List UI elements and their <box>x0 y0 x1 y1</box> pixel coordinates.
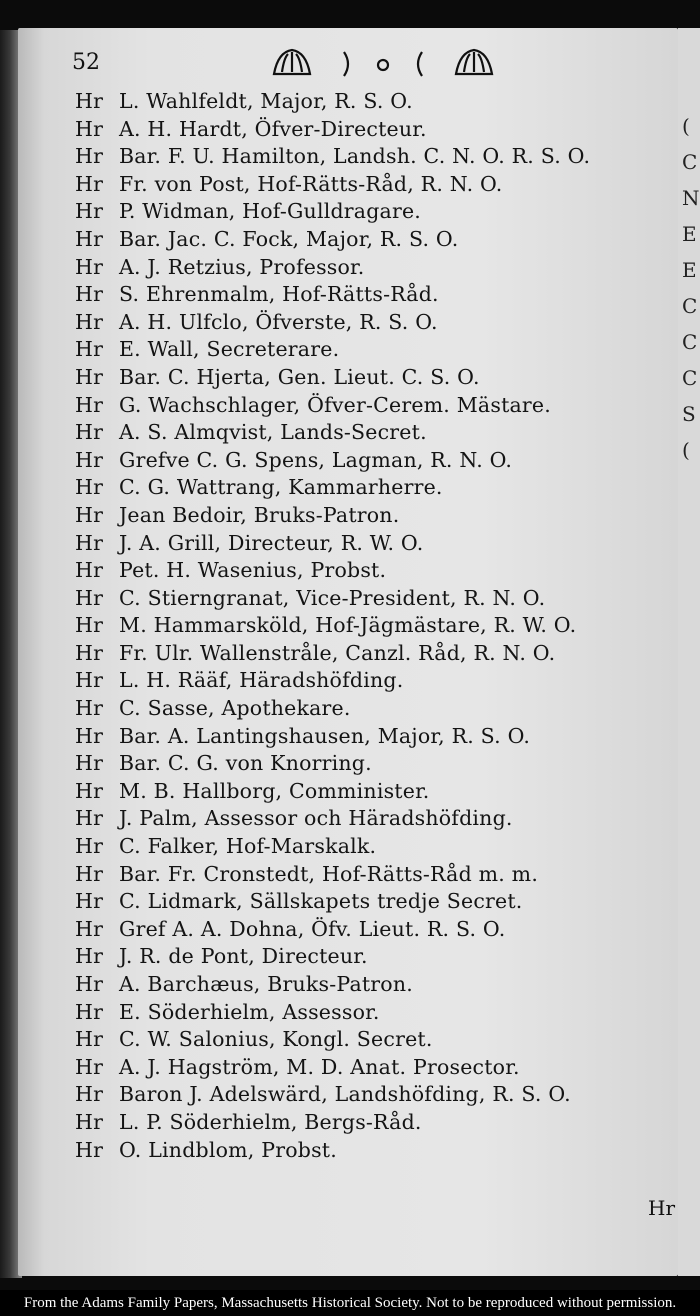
list-item <box>75 88 590 116</box>
entry-honorific: Hr <box>75 1054 104 1079</box>
list-item <box>75 530 590 558</box>
list-item <box>75 943 590 971</box>
list-item <box>75 833 590 861</box>
entry-text: Fr. Ulr. Wallenstråle, Canzl. Råd, R. N. O. <box>119 640 556 665</box>
adjacent-glyph: E <box>682 258 697 282</box>
entry-honorific: Hr <box>75 640 104 665</box>
entry-honorific: Hr <box>75 199 104 224</box>
adjacent-glyph: C <box>682 330 698 354</box>
entry-honorific: Hr <box>75 916 104 941</box>
entry-text: Gref A. A. Dohna, Öfv. Lieut. R. S. O. <box>119 916 506 941</box>
entry-text: Pet. H. Wasenius, Probst. <box>119 558 387 583</box>
adjacent-glyph: E <box>682 222 697 246</box>
list-item <box>75 116 590 144</box>
entry-text: A. Barchæus, Bruks-Patron. <box>119 972 413 996</box>
entry-text: M. B. Hallborg, Comminister. <box>119 778 430 803</box>
entry-honorific: Hr <box>75 861 104 886</box>
member-list <box>75 88 590 1164</box>
list-item <box>75 281 590 309</box>
entry-text: A. S. Almqvist, Lands-Secret. <box>119 420 427 445</box>
entry-honorific: Hr <box>75 613 104 638</box>
list-item <box>75 861 590 889</box>
entry-text: Bar. C. Hjerta, Gen. Lieut. C. S. O. <box>119 364 480 389</box>
entry-text: Jean Bedoir, Bruks-Patron. <box>119 502 400 527</box>
list-item <box>75 336 590 364</box>
list-item <box>75 309 590 337</box>
list-item <box>75 723 590 751</box>
adjacent-glyph: S <box>682 402 696 426</box>
list-item <box>75 750 590 778</box>
list-item <box>75 557 590 585</box>
entry-text: A. H. Ulfclo, Öfverste, R. S. O. <box>119 309 438 334</box>
list-item <box>75 999 590 1027</box>
entry-text: Bar. Fr. Cronstedt, Hof-Rätts-Råd m. m. <box>119 861 539 886</box>
list-item <box>75 612 590 640</box>
list-item <box>75 1054 590 1082</box>
list-item <box>75 474 590 502</box>
entry-text: C. Lidmark, Sällskapets tredje Secret. <box>119 889 523 914</box>
adjacent-page-edge <box>678 28 700 1276</box>
entry-text: A. H. Hardt, Öfver-Directeur. <box>119 116 427 141</box>
entry-honorific: Hr <box>75 420 104 445</box>
entry-honorific: Hr <box>75 475 104 500</box>
entry-text: L. Wahlfeldt, Major, R. S. O. <box>119 89 413 113</box>
entry-text: A. J. Retzius, Professor. <box>119 254 365 279</box>
list-item <box>75 805 590 833</box>
entry-honorific: Hr <box>75 364 104 389</box>
entry-text: Fr. von Post, Hof-Rätts-Råd, R. N. O. <box>119 171 503 196</box>
entry-text: E. Söderhielm, Assessor. <box>119 999 380 1024</box>
entry-text: P. Widman, Hof-Gulldragare. <box>119 199 421 224</box>
list-item <box>75 585 590 613</box>
entry-text: C. Sasse, Apothekare. <box>119 696 351 721</box>
entry-text: C. Stierngranat, Vice-President, R. N. O. <box>119 585 546 610</box>
entry-honorific: Hr <box>75 447 104 472</box>
adjacent-glyph: ( <box>682 438 690 462</box>
entry-honorific: Hr <box>75 999 104 1024</box>
entry-honorific: Hr <box>75 337 104 362</box>
entry-honorific: Hr <box>75 89 104 113</box>
list-item <box>75 1109 590 1137</box>
list-item <box>75 1081 590 1109</box>
list-item <box>75 695 590 723</box>
entry-text: L. H. Rääf, Häradshöfding. <box>119 668 404 693</box>
entry-text: C. G. Wattrang, Kammarherre. <box>119 475 443 500</box>
entry-text: Baron J. Adelswärd, Landshöfding, R. S. O. <box>119 1082 571 1107</box>
entry-honorific: Hr <box>75 309 104 334</box>
list-item <box>75 419 590 447</box>
entry-honorific: Hr <box>75 806 104 831</box>
entry-text: Bar. C. G. von Knorring. <box>119 751 372 776</box>
entry-honorific: Hr <box>75 778 104 803</box>
entry-honorific: Hr <box>75 144 104 169</box>
entry-text: G. Wachschlager, Öfver-Cerem. Mästare. <box>119 392 551 417</box>
entry-text: Bar. F. U. Hamilton, Landsh. C. N. O. R. S. O. <box>119 144 591 169</box>
list-item <box>75 171 590 199</box>
entry-text: J. R. de Pont, Directeur. <box>119 944 368 969</box>
entry-honorific: Hr <box>75 889 104 914</box>
list-item <box>75 971 590 999</box>
header-ornament <box>268 44 498 84</box>
list-item <box>75 916 590 944</box>
entry-text: O. Lindblom, Probst. <box>119 1137 337 1162</box>
entry-honorific: Hr <box>75 944 104 969</box>
list-item <box>75 198 590 226</box>
entry-honorific: Hr <box>75 558 104 583</box>
entry-honorific: Hr <box>75 972 104 996</box>
entry-honorific: Hr <box>75 282 104 307</box>
adjacent-glyph: N <box>682 186 700 210</box>
entry-honorific: Hr <box>75 171 104 196</box>
entry-text: J. A. Grill, Directeur, R. W. O. <box>119 530 424 555</box>
list-item <box>75 143 590 171</box>
entry-text: Bar. A. Lantingshausen, Major, R. S. O. <box>119 723 531 748</box>
list-item <box>75 1026 590 1054</box>
entry-honorific: Hr <box>75 1027 104 1052</box>
list-item <box>75 888 590 916</box>
entry-text: Bar. Jac. C. Fock, Major, R. S. O. <box>119 226 459 251</box>
entry-honorific: Hr <box>75 723 104 748</box>
list-item <box>75 254 590 282</box>
entry-honorific: Hr <box>75 751 104 776</box>
entry-text: M. Hammarsköld, Hof-Jägmästare, R. W. O. <box>119 613 577 638</box>
entry-honorific: Hr <box>75 226 104 251</box>
entry-honorific: Hr <box>75 392 104 417</box>
entry-honorific: Hr <box>75 530 104 555</box>
adjacent-glyph: C <box>682 150 698 174</box>
entry-text: A. J. Hagström, M. D. Anat. Prosector. <box>119 1054 520 1079</box>
entry-honorific: Hr <box>75 502 104 527</box>
adjacent-glyph: C <box>682 366 698 390</box>
entry-honorific: Hr <box>75 668 104 693</box>
entry-text: S. Ehrenmalm, Hof-Rätts-Råd. <box>119 282 439 307</box>
list-item <box>75 447 590 475</box>
entry-honorific: Hr <box>75 116 104 141</box>
entry-honorific: Hr <box>75 1109 104 1134</box>
copyright-caption: From the Adams Family Papers, Massachusetts Historical Society. Not to be reproduced without permission. <box>0 1290 700 1316</box>
list-item <box>75 226 590 254</box>
entry-text: C. W. Salonius, Kongl. Secret. <box>119 1027 433 1052</box>
entry-text: C. Falker, Hof-Marskalk. <box>119 834 377 859</box>
entry-honorific: Hr <box>75 1137 104 1162</box>
adjacent-glyph: ( <box>682 114 690 138</box>
entry-honorific: Hr <box>75 696 104 721</box>
adjacent-glyph: C <box>682 294 698 318</box>
list-item <box>75 778 590 806</box>
list-item <box>75 640 590 668</box>
entry-text: J. Palm, Assessor och Häradshöfding. <box>119 806 513 831</box>
list-item <box>75 502 590 530</box>
adjacent-page-glyphs <box>682 108 700 468</box>
list-item <box>75 667 590 695</box>
entry-honorific: Hr <box>75 1082 104 1107</box>
page-number: 52 <box>72 50 100 75</box>
catchword: Hr <box>648 1196 676 1220</box>
entry-text: L. P. Söderhielm, Bergs-Råd. <box>119 1109 422 1134</box>
list-item <box>75 392 590 420</box>
entry-honorific: Hr <box>75 585 104 610</box>
entry-text: Grefve C. G. Spens, Lagman, R. N. O. <box>119 447 513 472</box>
entry-text: E. Wall, Secreterare. <box>119 337 340 362</box>
entry-honorific: Hr <box>75 254 104 279</box>
entry-honorific: Hr <box>75 834 104 859</box>
list-item <box>75 364 590 392</box>
list-item <box>75 1137 590 1165</box>
